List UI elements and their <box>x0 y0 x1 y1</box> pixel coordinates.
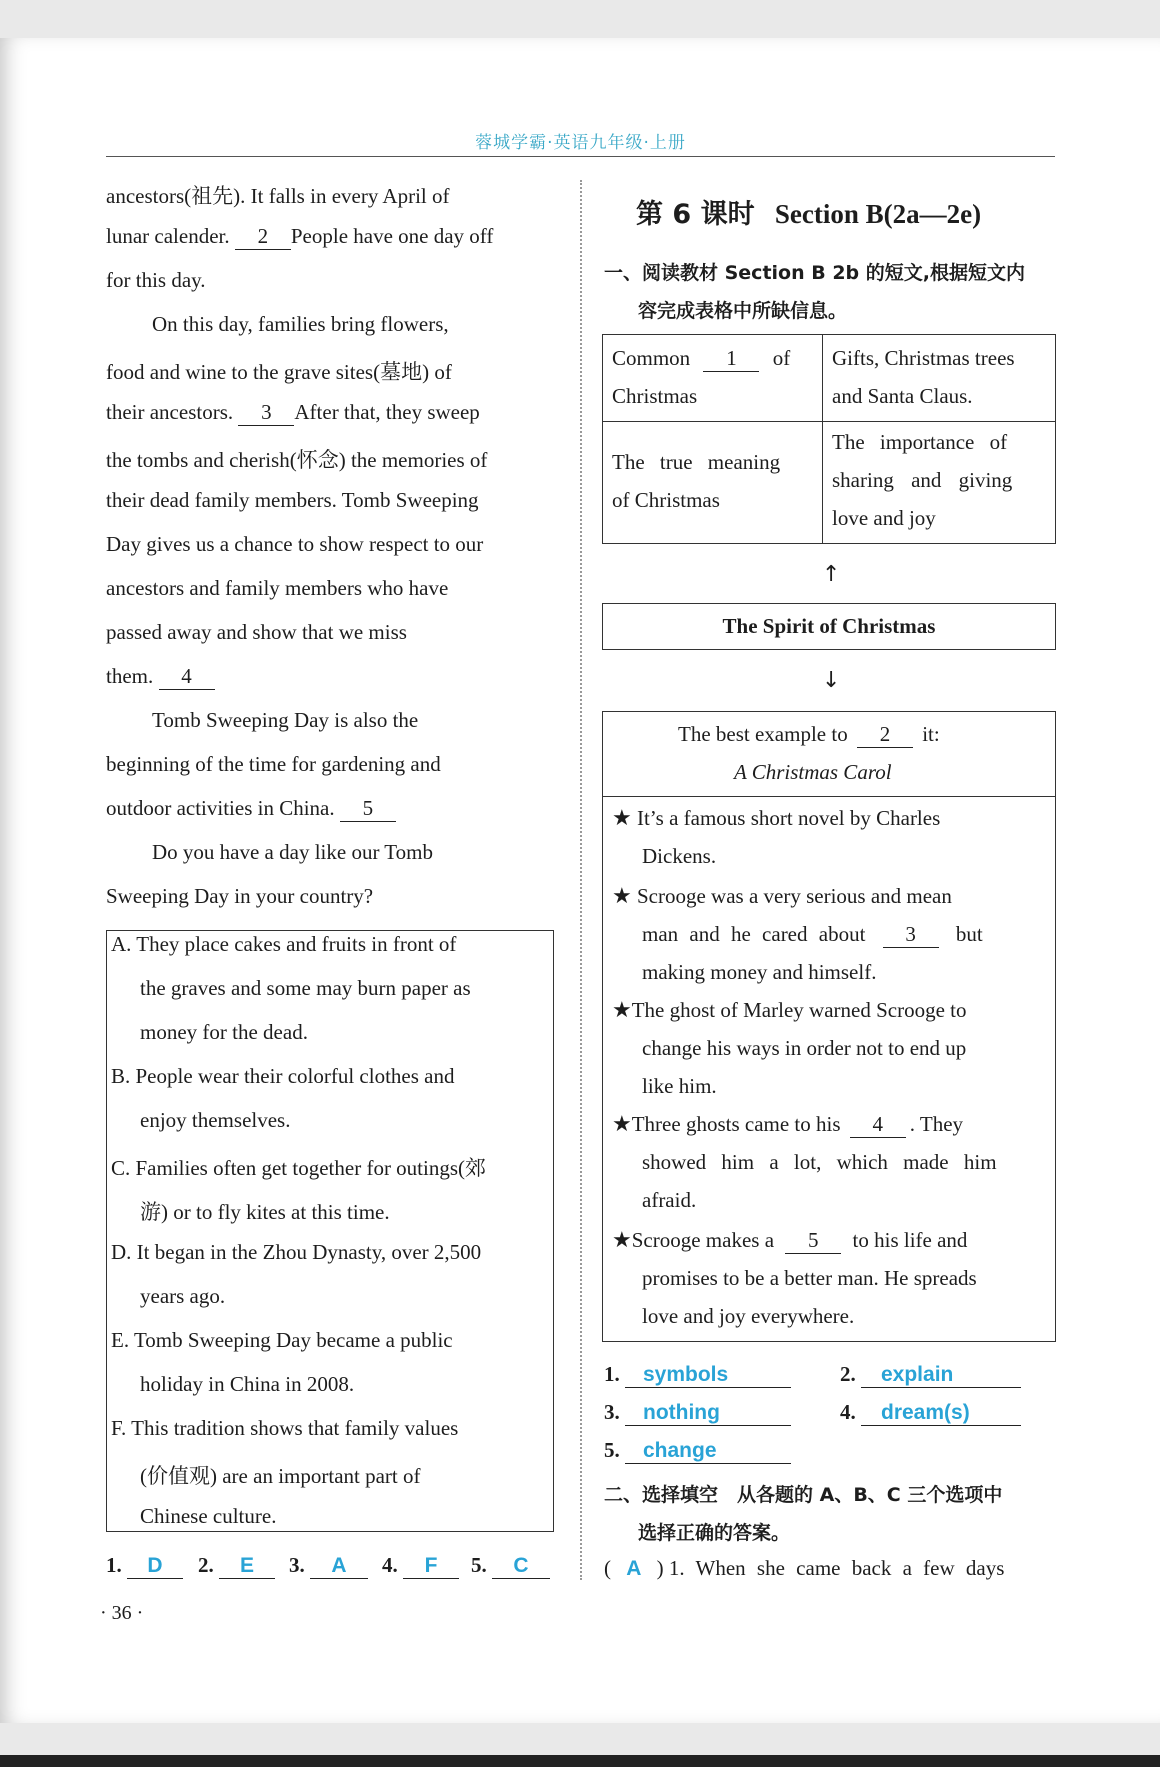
box-blank-3: 3 <box>883 922 939 948</box>
option-e-cont: holiday in China in 2008. <box>140 1372 355 1396</box>
bullet-4: ★Three ghosts came to his 4 . They <box>612 1112 964 1137</box>
bullet-4-cont: showed him a lot, which made him <box>642 1150 997 1174</box>
star-icon: ★ <box>612 1112 632 1137</box>
table-cell: Common 1 of <box>612 346 791 370</box>
bullet-2-cont: making money and himself. <box>642 960 877 984</box>
answer-3: 3. A <box>289 1553 368 1579</box>
option-a-cont: money for the dead. <box>140 1020 308 1044</box>
bullet-3-cont: change his ways in order not to end up <box>642 1036 967 1060</box>
passage-line: ancestors and family members who have <box>106 576 449 600</box>
part1-heading-cont: 容完成表格中所缺信息。 <box>638 300 848 322</box>
passage-line: their dead family members. Tomb Sweeping <box>106 488 479 512</box>
answer-4: 4. F <box>382 1553 459 1579</box>
answer-4: 4. dream(s) <box>840 1400 1021 1426</box>
arrow-down-icon: ↓ <box>822 668 841 693</box>
table-cell: and Santa Claus. <box>832 384 973 408</box>
question-1-answer: A <box>626 1557 642 1580</box>
answer-5: 5. C <box>471 1553 550 1579</box>
blank-2: 2 <box>235 224 291 250</box>
bullet-1: ★ It’s a famous short novel by Charles <box>612 806 941 831</box>
blank-4: 4 <box>159 664 215 690</box>
bullet-4-cont: afraid. <box>642 1188 697 1212</box>
box-blank-2: 2 <box>857 722 913 748</box>
option-d-cont: years ago. <box>140 1284 226 1308</box>
passage-line: lunar calender. 2 People have one day off <box>106 224 494 248</box>
bullet-5-cont: promises to be a better man. He spreads <box>642 1266 977 1290</box>
table-cell: Gifts, Christmas trees <box>832 346 1015 370</box>
option-b-cont: enjoy themselves. <box>140 1108 291 1132</box>
part2-heading-cont: 选择正确的答案。 <box>638 1522 791 1544</box>
answer-2: 2. E <box>198 1553 275 1579</box>
blank-5: 5 <box>340 796 396 822</box>
option-c: C. Families often get together for outings(郊 <box>111 1156 487 1180</box>
passage-line: Sweeping Day in your country? <box>106 884 374 908</box>
answer-3: 3. nothing <box>604 1400 791 1426</box>
option-a: A. They place cakes and fruits in front of <box>111 932 457 956</box>
option-c-cont: 游) or to fly kites at this time. <box>140 1200 390 1224</box>
bullet-5-cont: love and joy everywhere. <box>642 1304 855 1328</box>
bullet-2-cont: man and he cared about 3 but <box>642 922 983 946</box>
table-cell: The true meaning <box>612 450 781 474</box>
part2-heading: 二、选择填空 从各题的 A、B、C 三个选项中 <box>604 1484 1003 1506</box>
page-number: · 36 · <box>100 1602 144 1624</box>
option-e: E. Tomb Sweeping Day became a public <box>111 1328 453 1352</box>
box-blank-4: 4 <box>850 1112 906 1138</box>
book-title: A Christmas Carol <box>734 760 892 784</box>
table-cell: sharing and giving <box>832 468 1013 492</box>
passage-line: On this day, families bring flowers, <box>152 312 449 336</box>
table-blank-1: 1 <box>703 346 759 372</box>
star-icon: ★ <box>612 884 632 909</box>
option-a-cont: the graves and some may burn paper as <box>140 976 471 1000</box>
passage-line: beginning of the time for gardening and <box>106 752 441 776</box>
passage-line: Do you have a day like our Tomb <box>152 840 433 864</box>
bullet-2: ★ Scrooge was a very serious and mean <box>612 884 952 909</box>
option-f-cont: (价值观) are an important part of <box>140 1464 421 1488</box>
answer-2: 2. explain <box>840 1362 1021 1388</box>
box-heading: The best example to 2 it: <box>678 722 940 746</box>
passage-line: them. 4 <box>106 664 215 690</box>
option-f: F. This tradition shows that family values <box>111 1416 459 1440</box>
star-icon: ★ <box>612 806 632 831</box>
passage-line: their ancestors. 3 After that, they sweep <box>106 400 480 424</box>
passage-line: for this day. <box>106 268 206 292</box>
table-cell: of Christmas <box>612 488 720 512</box>
answer-1: 1. symbols <box>604 1362 791 1388</box>
lesson-title: 第 6 课时 Section B(2a—2e) <box>636 199 982 230</box>
option-f-cont: Chinese culture. <box>140 1504 277 1528</box>
part1-heading: 一、阅读教材 Section B 2b 的短文,根据短文内 <box>604 262 1025 284</box>
passage-line: outdoor activities in China. 5 <box>106 796 396 822</box>
bullet-3: ★The ghost of Marley warned Scrooge to <box>612 998 967 1023</box>
passage-line: ancestors(祖先). It falls in every April of <box>106 184 450 208</box>
option-d: D. It began in the Zhou Dynasty, over 2,500 <box>111 1240 482 1264</box>
passage-line: Day gives us a chance to show respect to our <box>106 532 484 556</box>
bullet-5: ★Scrooge makes a 5 to his life and <box>612 1228 968 1253</box>
blank-3: 3 <box>238 400 294 426</box>
answer-1: 1. D <box>106 1553 183 1579</box>
passage-line: food and wine to the grave sites(墓地) of <box>106 360 452 384</box>
star-icon: ★ <box>612 1228 632 1253</box>
table-cell: Christmas <box>612 384 698 408</box>
bottom-bar <box>0 1755 1160 1767</box>
header-rule <box>106 156 1055 157</box>
bullet-1-cont: Dickens. <box>642 844 717 868</box>
question-1-line: ( A ) 1. When she came back a few days <box>604 1556 1005 1580</box>
answer-5: 5. change <box>604 1438 791 1464</box>
running-header: 蓉城学霸·英语九年级·上册 <box>475 133 686 153</box>
passage-line: passed away and show that we miss <box>106 620 407 644</box>
passage-line: Tomb Sweeping Day is also the <box>152 708 419 732</box>
table-cell: The importance of <box>832 430 1008 454</box>
arrow-up-icon: ↑ <box>822 562 841 587</box>
box-blank-5: 5 <box>785 1228 841 1254</box>
table-cell: love and joy <box>832 506 936 530</box>
star-icon: ★ <box>612 998 632 1023</box>
column-divider <box>580 180 582 1580</box>
option-b: B. People wear their colorful clothes and <box>111 1064 455 1088</box>
spirit-box: The Spirit of Christmas <box>602 603 1056 650</box>
passage-line: the tombs and cherish(怀念) the memories of <box>106 448 488 472</box>
bullet-3-cont: like him. <box>642 1074 717 1098</box>
